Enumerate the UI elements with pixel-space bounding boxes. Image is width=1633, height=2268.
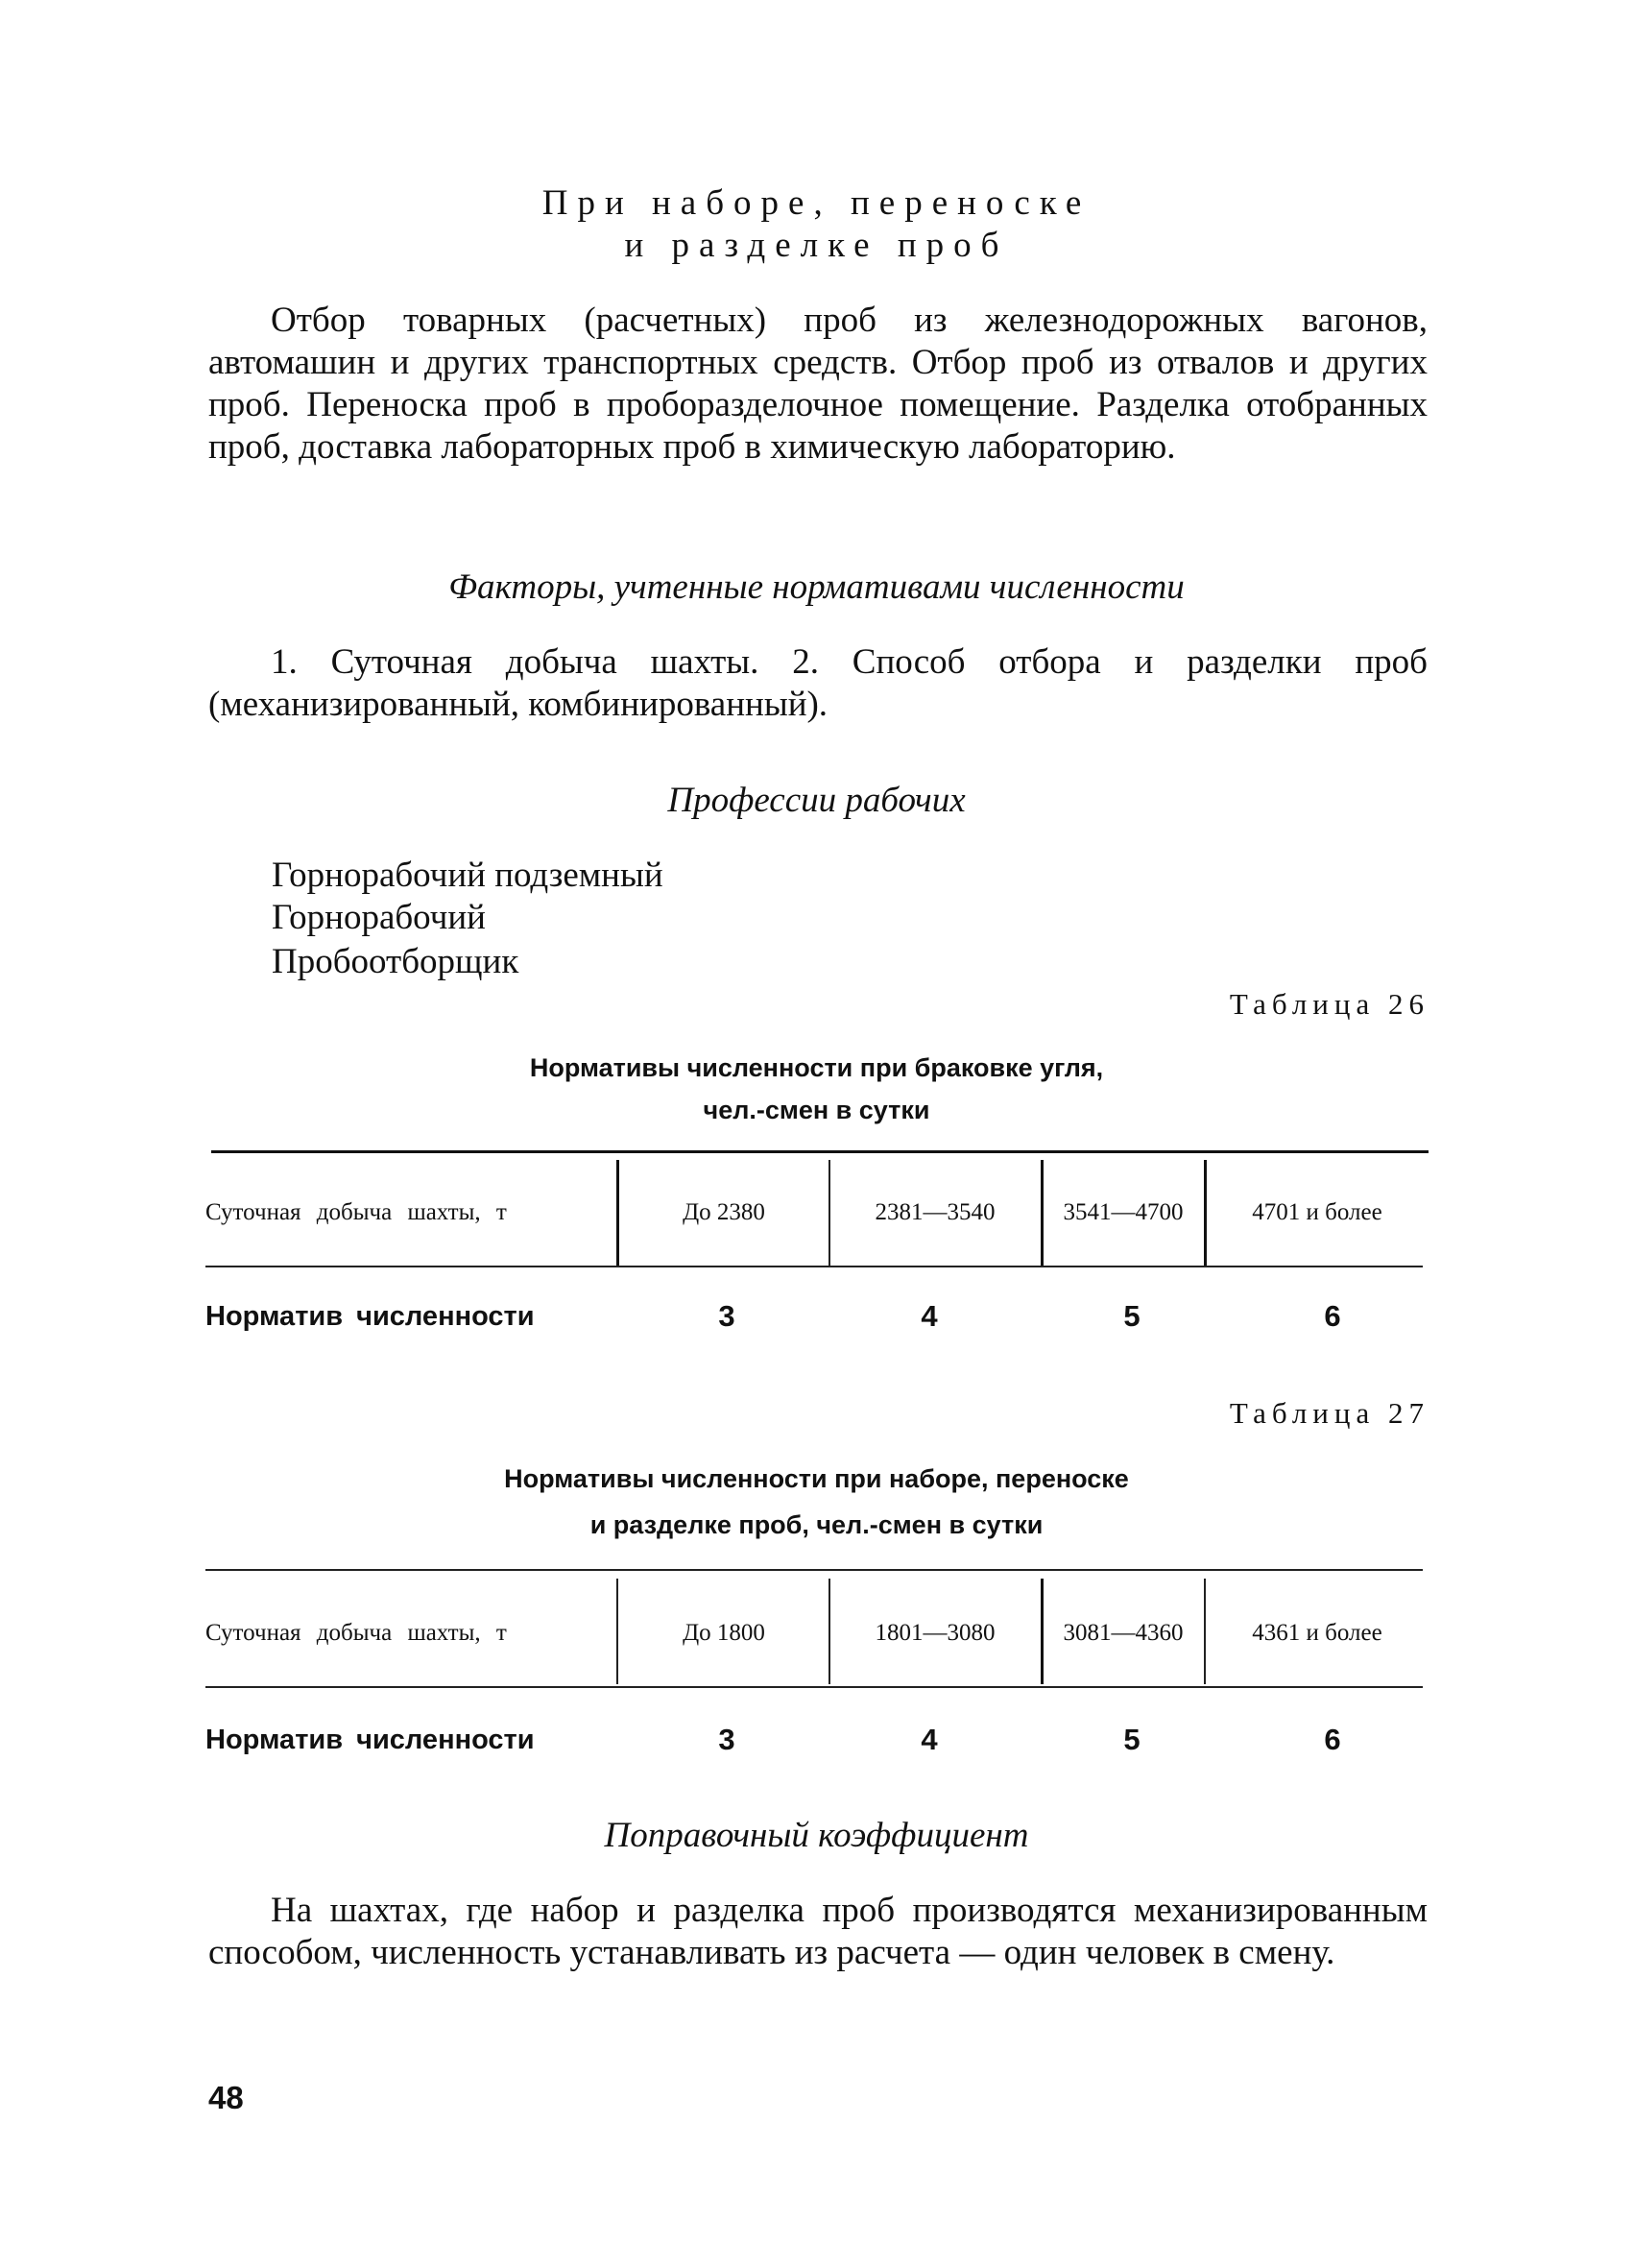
table-27-value: 6 [1324,1723,1341,1756]
table-26-divider [616,1160,619,1266]
table-27-divider [1204,1579,1206,1684]
table-27-header: До 1800 [683,1620,765,1646]
table-27-header: 3081—4360 [1063,1620,1184,1646]
table-26-value: 5 [1123,1299,1141,1333]
factors-text: 1. Суточная добыча шахты. 2. Способ отбора и разделки проб (механизированный, комбинированный). [208,642,1428,724]
table-27-value: 3 [718,1723,735,1756]
professions-heading: Профессии рабочих [667,781,966,820]
table-26-header-first: Суточная добыча шахты, т [205,1199,507,1225]
table-26-header: 4701 и более [1252,1199,1382,1225]
table-26-row-label: Норматив численности [205,1301,535,1332]
table-27-divider [829,1579,830,1684]
table-26-value: 6 [1324,1299,1341,1333]
table-26-caption-line2: чел.-смен в сутки [703,1096,930,1124]
table-26-header: До 2380 [683,1199,765,1225]
table-27-row-label: Норматив численности [205,1725,535,1755]
table-26-header: 3541—4700 [1063,1199,1184,1225]
table-26-divider [829,1160,830,1266]
table-27-header-rule [205,1686,1423,1688]
table-27-value: 4 [921,1723,938,1756]
table-27-top-rule [205,1569,1423,1571]
table-26-label: Таблица 26 [1229,987,1429,1021]
correction-text: На шахтах, где набор и разделка проб производятся механизированным способом, численность устанавливать из расчета — один человек в смену. [208,1891,1428,1972]
profession-item: Горнорабочий подземный [272,856,663,895]
table-27-header: 1801—3080 [875,1620,996,1646]
section-title-line2: и разделке проб [624,226,1009,265]
table-26-value: 3 [718,1299,735,1333]
correction-heading: Поправочный коэффициент [604,1816,1029,1855]
table-27-label: Таблица 27 [1229,1396,1429,1430]
table-26-caption-line1: Нормативы численности при браковке угля, [529,1053,1104,1082]
table-27-caption-line1: Нормативы численности при наборе, переноске [504,1464,1129,1493]
factors-heading: Факторы, учтенные нормативами численности [448,567,1185,607]
table-27-value: 5 [1123,1723,1141,1756]
table-27-caption-line2: и разделке проб, чел.-смен в сутки [589,1510,1044,1539]
intro-paragraph: Отбор товарных (расчетных) проб из железнодорожных вагонов, автомашин и других транспортных средств. Отбор проб из отвалов и других проб. Переноска проб в проборазделочное помещение. Разделка отобранных проб, доставка лабораторных проб в химическую лабораторию. [208,301,1428,467]
table-26-top-rule [211,1150,1429,1153]
table-26-header: 2381—3540 [875,1199,996,1225]
table-27-divider [616,1579,618,1684]
profession-item: Горнорабочий [272,898,486,937]
page-number: 48 [208,2080,244,2115]
table-27-header: 4361 и более [1252,1620,1382,1646]
section-title-line1: При наборе, переноске [541,183,1092,223]
profession-item: Пробоотборщик [272,942,519,981]
table-26-header-rule [205,1266,1423,1267]
table-26-value: 4 [921,1299,938,1333]
table-27-header-first: Суточная добыча шахты, т [205,1620,507,1646]
